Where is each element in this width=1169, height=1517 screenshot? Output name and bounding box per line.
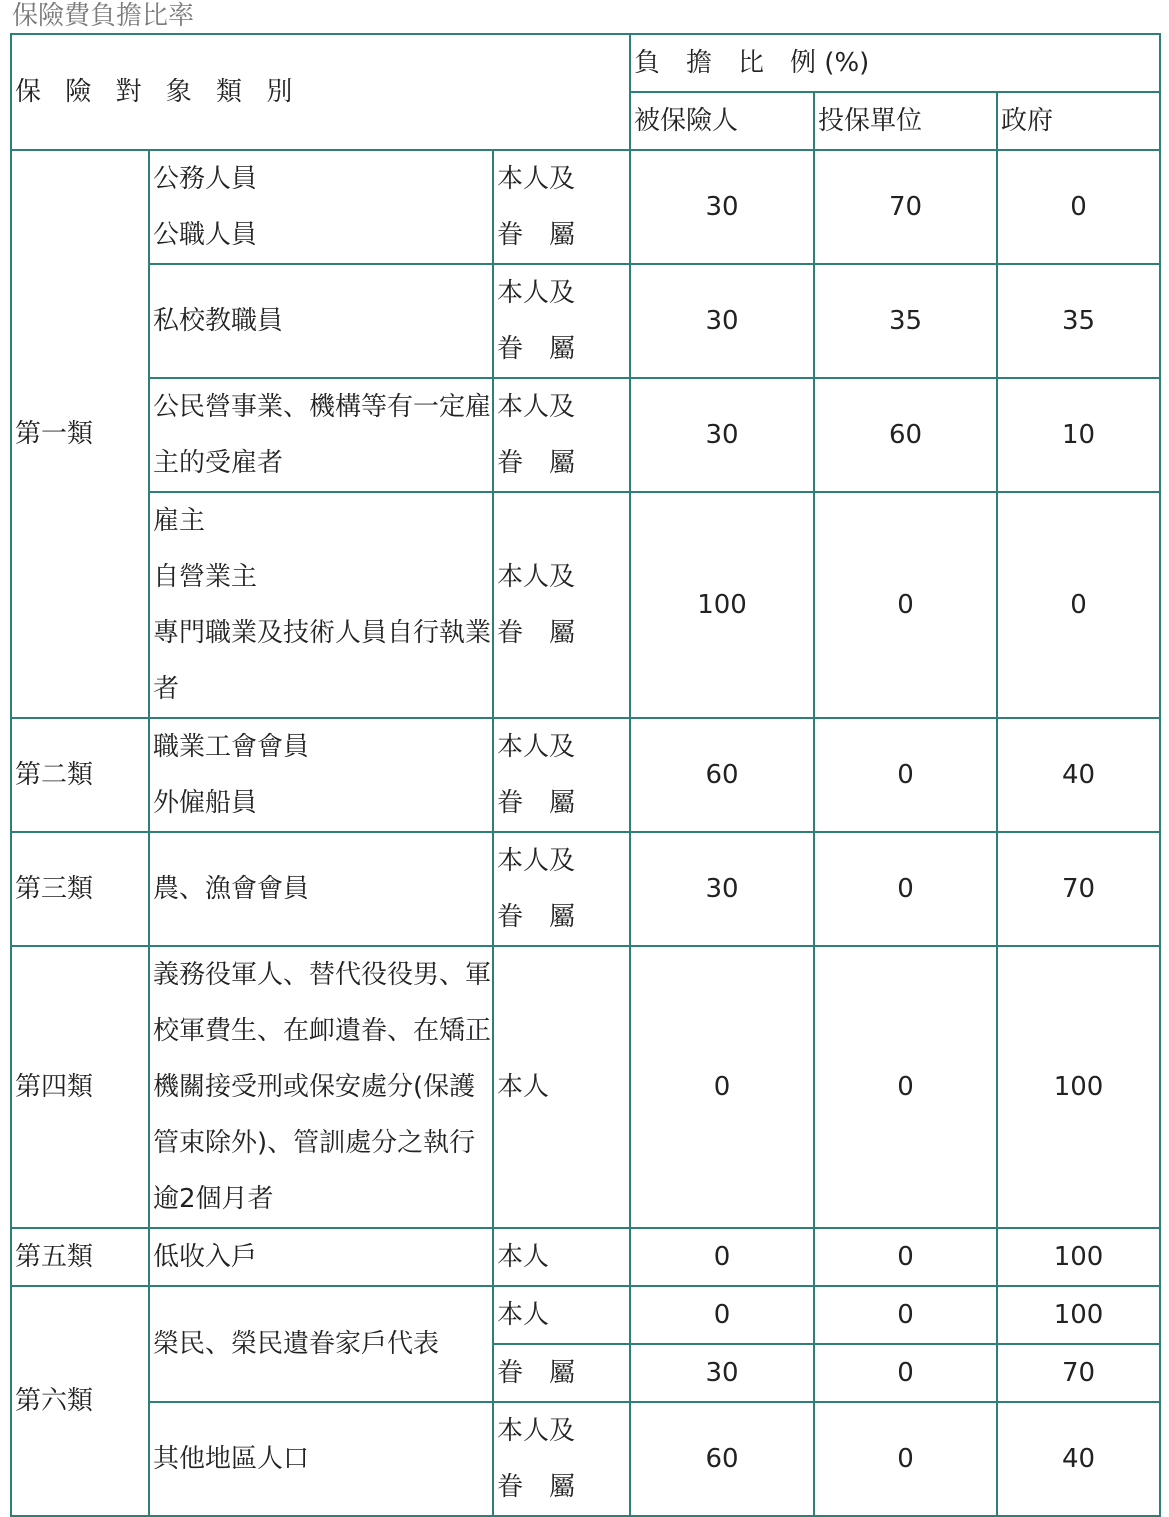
table-row [11,1286,1160,1344]
target-cell: 公民營事業、機構等有一定雇主的受雇者 [149,378,493,492]
scope-cell: 本人及 眷 屬 [493,264,630,378]
government-ratio-cell: 40 [997,718,1160,832]
insured-ratio-cell: 60 [630,718,814,832]
employer-ratio-cell: 60 [814,378,997,492]
employer-ratio-cell: 0 [814,946,997,1228]
target-cell: 其他地區人口 [149,1402,493,1516]
employer-ratio-cell: 0 [814,1286,997,1344]
scope-cell: 本人及 眷 屬 [493,832,630,946]
table-row [11,264,1160,378]
header-employer: 投保單位 [814,92,997,150]
insured-ratio-cell: 30 [630,832,814,946]
employer-ratio-cell: 0 [814,718,997,832]
table-row [11,946,1160,1228]
scope-cell: 本人及 眷 屬 [493,492,630,718]
category-cell: 第三類 [11,832,149,946]
table-row [11,150,1160,264]
header-category: 保 險 對 象 類 別 [11,34,630,150]
target-cell: 榮民、榮民遺眷家戶代表 [149,1286,493,1402]
header-ratio: 負 擔 比 例 (%) [630,34,1160,92]
category-cell: 第六類 [11,1286,149,1516]
insured-ratio-cell: 30 [630,264,814,378]
employer-ratio-cell: 0 [814,492,997,718]
employer-ratio-cell: 0 [814,1344,997,1402]
government-ratio-cell: 35 [997,264,1160,378]
target-cell: 義務役軍人、替代役役男、軍校軍費生、在卹遺眷、在矯正機關接受刑或保安處分(保護管束除外)、管訓處分之執行逾2個月者 [149,946,493,1228]
table-row [11,832,1160,946]
premium-ratio-table [10,33,1161,1517]
government-ratio-cell: 70 [997,1344,1160,1402]
government-ratio-cell: 100 [997,1286,1160,1344]
employer-ratio-cell: 0 [814,832,997,946]
government-ratio-cell: 0 [997,492,1160,718]
header-government: 政府 [997,92,1160,150]
employer-ratio-cell: 70 [814,150,997,264]
category-cell: 第四類 [11,946,149,1228]
government-ratio-cell: 100 [997,946,1160,1228]
scope-cell: 本人 [493,1228,630,1286]
employer-ratio-cell: 35 [814,264,997,378]
insured-ratio-cell: 30 [630,150,814,264]
scope-cell: 本人及 眷 屬 [493,718,630,832]
scope-cell: 本人 [493,1286,630,1344]
scope-cell: 本人 [493,946,630,1228]
insured-ratio-cell: 60 [630,1402,814,1516]
table-row [11,1402,1160,1516]
header-row-1 [11,34,1160,92]
scope-cell: 眷 屬 [493,1344,630,1402]
target-cell: 私校教職員 [149,264,493,378]
insured-ratio-cell: 30 [630,1344,814,1402]
header-insured: 被保險人 [630,92,814,150]
category-cell: 第一類 [11,150,149,718]
government-ratio-cell: 70 [997,832,1160,946]
table-row [11,718,1160,832]
government-ratio-cell: 10 [997,378,1160,492]
scope-cell: 本人及 眷 屬 [493,1402,630,1516]
insured-ratio-cell: 30 [630,378,814,492]
insured-ratio-cell: 100 [630,492,814,718]
category-cell: 第五類 [11,1228,149,1286]
category-cell: 第二類 [11,718,149,832]
scope-cell: 本人及 眷 屬 [493,150,630,264]
employer-ratio-cell: 0 [814,1402,997,1516]
table-row [11,1228,1160,1286]
target-cell: 農、漁會會員 [149,832,493,946]
table-row [11,378,1160,492]
table-row [11,492,1160,718]
insured-ratio-cell: 0 [630,1286,814,1344]
scope-cell: 本人及 眷 屬 [493,378,630,492]
target-cell: 雇主 自營業主 專門職業及技術人員自行執業者 [149,492,493,718]
government-ratio-cell: 100 [997,1228,1160,1286]
insured-ratio-cell: 0 [630,1228,814,1286]
insured-ratio-cell: 0 [630,946,814,1228]
government-ratio-cell: 40 [997,1402,1160,1516]
target-cell: 低收入戶 [149,1228,493,1286]
table-caption: 保險費負擔比率 [12,1,195,31]
government-ratio-cell: 0 [997,150,1160,264]
employer-ratio-cell: 0 [814,1228,997,1286]
target-cell: 公務人員 公職人員 [149,150,493,264]
target-cell: 職業工會會員 外僱船員 [149,718,493,832]
